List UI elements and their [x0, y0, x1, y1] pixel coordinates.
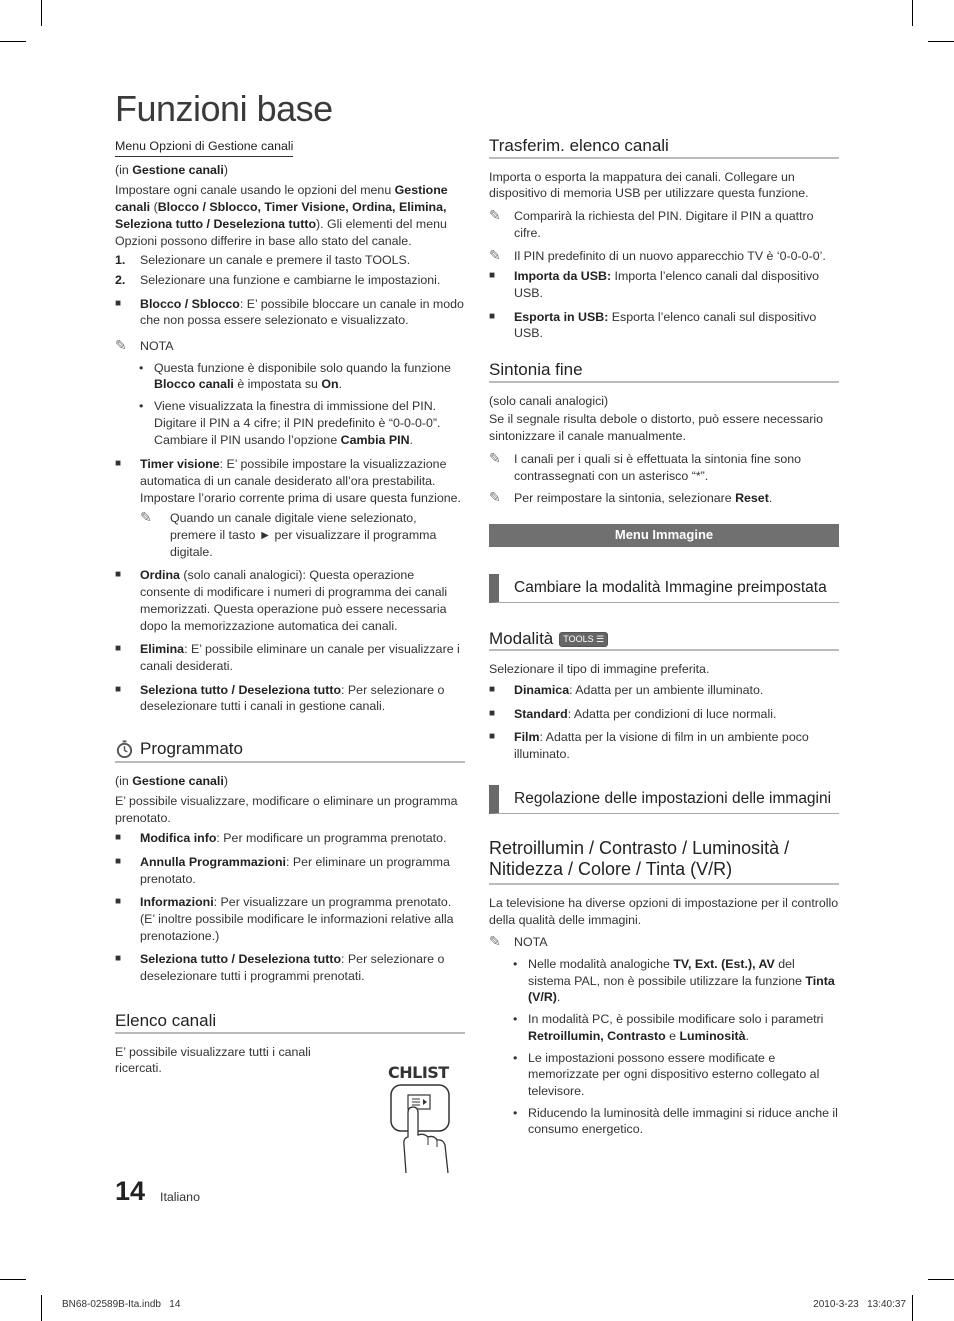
footer-file: BN68-02589B-Ita.indb 14	[62, 1299, 181, 1310]
list-item: ■ Informazioni: Per visualizzare un programma prenotato. (E’ inoltre possibile modificare le informazioni relative alla prenotazione.)	[115, 895, 454, 943]
crop-mark	[928, 41, 954, 42]
right-column	[489, 138, 839, 1138]
pencil-icon: ✎	[489, 246, 501, 263]
section-sintonia-fine: Sintonia fine	[489, 362, 839, 383]
pencil-icon: ✎	[489, 933, 501, 950]
section-retroillumin: Retroillumin / Contrasto / Luminosità / Nitidezza / Colore / Tinta (V/R)	[489, 838, 839, 885]
list-item: ■ Importa da USB: Importa l’elenco canali dal dispositivo USB.	[489, 269, 820, 300]
note: ✎ Per reimpostare la sintonia, selezionare Reset.	[489, 489, 773, 506]
in-label: (in Gestione canali)	[115, 774, 228, 789]
section-programmato: Programmato	[115, 740, 465, 763]
modalita-text: Selezionare il tipo di immagine preferita.	[489, 662, 710, 677]
subsection-regolazione: Regolazione delle impostazioni delle immagini	[489, 785, 839, 814]
note: ✎ I canali per i quali si è effettuata la sintonia fine sono contrassegnati con un asterisco “*”.	[489, 449, 802, 483]
list-item: • Questa funzione è disponibile solo quando la funzione Blocco canali è impostata su On.	[139, 360, 451, 392]
section-modalita: Modalità TOOLS ☰	[489, 631, 839, 652]
crop-mark	[0, 41, 26, 42]
list-item: ■ Annulla Programmazioni: Per eliminare un programma prenotato.	[115, 854, 450, 886]
list-item: • Viene visualizzata la finestra di immissione del PIN. Digitare il PIN a 4 cifre; il PIN predefinito è “0-0-0-0”. Cambiare il PIN usando l’opzione Cambia PIN.	[139, 399, 441, 447]
sintonia-sub: (solo canali analogici)	[489, 393, 609, 408]
section-elenco-canali: Elenco canali	[115, 1013, 465, 1034]
in-label: (in Gestione canali)	[115, 162, 228, 177]
programmato-intro: E’ possibile visualizzare, modificare o eliminare un programma prenotato.	[115, 793, 458, 825]
pencil-icon: ✎	[489, 207, 501, 224]
pencil-icon: ✎	[489, 489, 501, 506]
list-item: ■ Dinamica: Adatta per un ambiente illuminato.	[489, 683, 764, 698]
crop-mark	[912, 1295, 913, 1321]
nota-heading: ✎ NOTA	[115, 337, 174, 354]
step-1: 1. Selezionare un canale e premere il tasto TOOLS.	[115, 253, 411, 268]
list-item: ■ Seleziona tutto / Deseleziona tutto: Per selezionare o deselezionare tutti i programmi prenotati.	[115, 952, 445, 984]
timer-note: ✎ Quando un canale digitale viene selezionato, premere il tasto ► per visualizzare il programma digitale.	[140, 509, 437, 559]
timer-icon	[115, 740, 134, 759]
list-item: ■ Film: Adatta per la visione di film in un ambiente poco illuminato.	[489, 730, 809, 762]
crop-mark	[912, 0, 913, 26]
list-item: ■ Timer visione: E’ possibile impostare la visualizzazione automatica di un canale desiderato all’ora prestabilita. Impostare l’orario corrente prima di usare questa funzione.	[115, 457, 461, 505]
list-item: • In modalità PC, è possibile modificare solo i parametri Retroillumin, Contrasto e Luminosità.	[513, 1012, 824, 1043]
hand-press-icon	[388, 1083, 454, 1175]
sintonia-text: Se il segnale risulta debole o distorto, può essere necessario sintonizzare il canale manualmente.	[489, 412, 824, 444]
list-item: ■ Ordina (solo canali analogici): Questa operazione consente di modificare i numeri di programma dei canali memorizzati. Questa operazione può essere necessaria dopo la memorizzazione automatica dei canali.	[115, 568, 448, 633]
note: ✎ Comparirà la richiesta del PIN. Digitare il PIN a quattro cifre.	[489, 207, 814, 240]
note: ✎ Il PIN predefinito di un nuovo apparecchio TV è ‘0-0-0-0’.	[489, 246, 826, 263]
footer-date: 2010-3-23 13:40:37	[813, 1299, 906, 1310]
subsection-cambiare-modalita: Cambiare la modalità Immagine preimpostata	[489, 574, 839, 603]
list-item: ■ Blocco / Sblocco: E’ possibile bloccare un canale in modo che non possa essere selezionato e visualizzato.	[115, 296, 464, 328]
chlist-button-illustration	[388, 1063, 454, 1175]
list-item: • Le impostazioni possono essere modificate e memorizzate per ogni dispositivo esterno collegato al televisore.	[513, 1050, 820, 1098]
list-item: ■ Seleziona tutto / Deseleziona tutto: Per selezionare o deselezionare tutti i canali in gestione canali.	[115, 682, 445, 714]
left-column	[115, 138, 465, 1077]
pencil-icon: ✎	[489, 449, 501, 466]
retro-text: La televisione ha diverse opzioni di impostazione per il controllo della qualità delle immagini.	[489, 895, 839, 927]
list-item: ■ Elimina: E’ possibile eliminare un canale per visualizzare i canali desiderati.	[115, 642, 460, 673]
list-item: • Nelle modalità analogiche TV, Ext. (Est.), AV del sistema PAL, non è possibile utilizzare la funzione Tinta (V/R).	[513, 956, 835, 1005]
chlist-label: CHLIST	[388, 1063, 449, 1082]
elenco-text: E’ possibile visualizzare tutti i canali ricercati.	[115, 1044, 311, 1076]
menu-heading: Menu Opzioni di Gestione canali	[115, 138, 293, 157]
crop-mark	[928, 1279, 954, 1280]
step-2: 2. Selezionare una funzione e cambiarne le impostazioni.	[115, 272, 441, 287]
trasferim-text: Importa o esporta la mappatura dei canali. Collegare un dispositivo di memoria USB per utilizzare questa funzione.	[489, 169, 809, 201]
nota-heading: ✎ NOTA	[489, 933, 548, 950]
list-item: ■ Modifica info: Per modificare un programma prenotato.	[115, 831, 447, 846]
crop-mark	[0, 1279, 26, 1280]
page-title: Funzioni base	[115, 88, 333, 129]
menu-immagine-band: Menu Immagine	[489, 524, 839, 547]
tools-badge: TOOLS ☰	[559, 632, 608, 647]
pencil-icon: ✎	[115, 337, 127, 354]
intro-paragraph: Impostare ogni canale usando le opzioni del menu Gestione canali (Blocco / Sblocco, Timer Visione, Ordina, Elimina, Seleziona tutto / Deseleziona tutto). Gli elementi del menu Opzioni possono differire in base allo stato del canale.	[115, 183, 448, 248]
list-item: ■ Esporta in USB: Esporta l’elenco canali sul dispositivo USB.	[489, 309, 817, 341]
list-item: ■ Standard: Adatta per condizioni di luce normali.	[489, 706, 777, 721]
menu-icon: ☰	[596, 633, 605, 644]
crop-mark	[41, 0, 42, 26]
crop-mark	[41, 1295, 42, 1321]
page-language: Italiano	[160, 1190, 200, 1204]
section-trasferim: Trasferim. elenco canali	[489, 138, 839, 159]
pencil-icon: ✎	[140, 509, 152, 526]
list-item: • Riducendo la luminosità delle immagini si riduce anche il consumo energetico.	[513, 1105, 838, 1137]
page-number: 14	[115, 1176, 146, 1206]
